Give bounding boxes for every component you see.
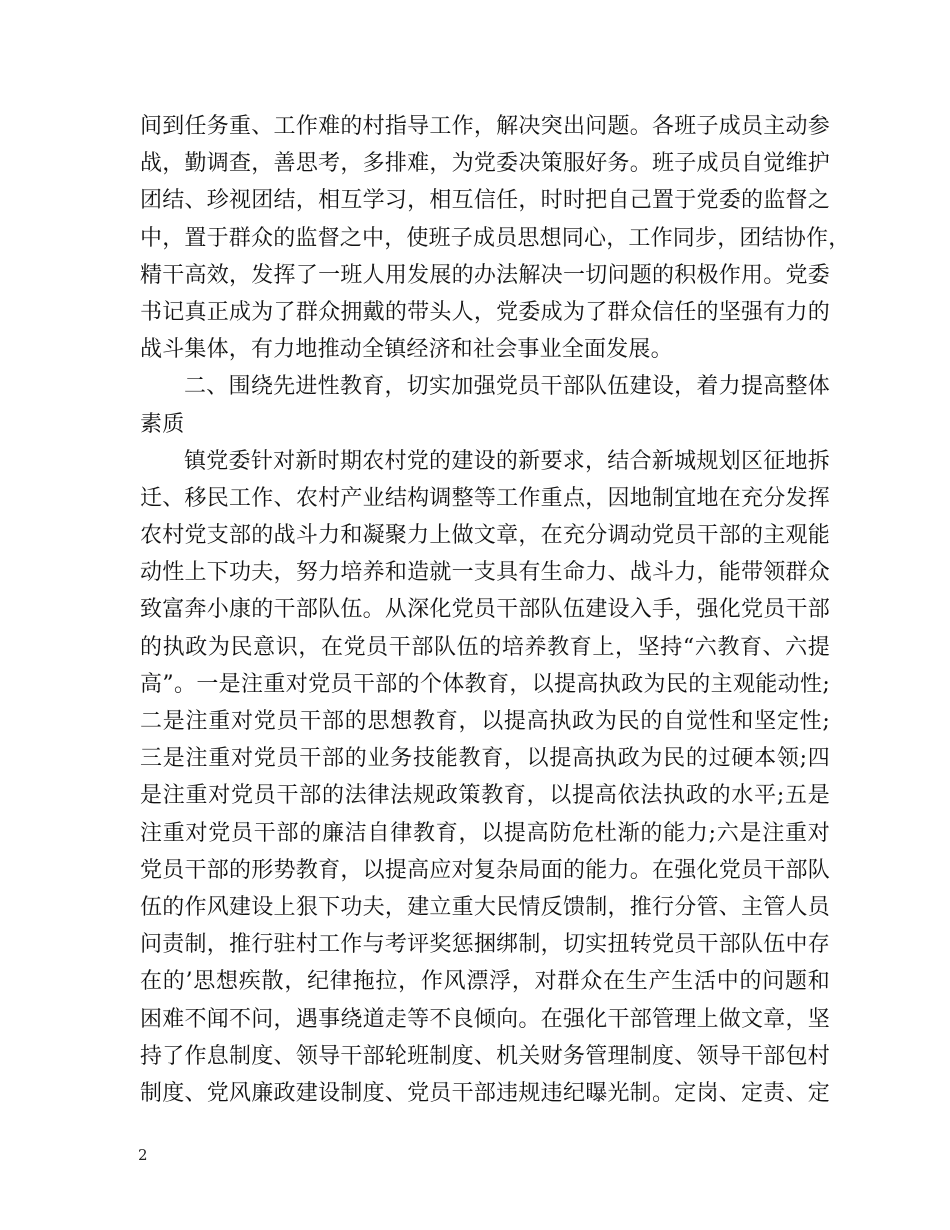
text-line: 致富奔小康的干部队伍。从深化党员干部队伍建设入手，强化党员干部 (140, 597, 830, 623)
text-line: 精干高效，发挥了一班人用发展的办法解决一切问题的积极作用。党委 (140, 262, 830, 288)
text-line: 高”。一是注重对党员干部的个体教育，以提高执政为民的主观能动性; (140, 671, 830, 697)
text-line: 三是注重对党员干部的业务技能教育，以提高执政为民的过硬本领;四 (140, 746, 830, 772)
text-line: 镇党委针对新时期农村党的建设的新要求，结合新城规划区征地拆 (184, 448, 830, 474)
text-line: 制度、党风廉政建设制度、党员干部违规违纪曝光制。定岗、定责、定 (140, 1080, 830, 1106)
text-line: 在的’思想疾散，纪律拖拉，作风漂浮，对群众在生产生活中的问题和 (140, 969, 830, 995)
text-line: 农村党支部的战斗力和凝聚力上做文章，在充分调动党员干部的主观能 (140, 523, 830, 549)
text-line: 战斗集体，有力地推动全镇经济和社会事业全面发展。 (140, 337, 673, 363)
text-line: 素质 (140, 411, 185, 437)
text-line: 动性上下功夫，努力培养和造就一支具有生命力、战斗力，能带领群众 (140, 560, 830, 586)
text-line: 问责制，推行驻村工作与考评奖惩捆绑制，切实扭转党员干部队伍中存 (140, 932, 830, 958)
page-number: 2 (138, 1146, 148, 1164)
text-line: 党员干部的形势教育，以提高应对复杂局面的能力。在强化党员干部队 (140, 857, 830, 883)
text-line: 间到任务重、工作难的村指导工作，解决突出问题。各班子成员主动参 (140, 114, 830, 139)
text-line: 中，置于群众的监督之中，使班子成员思想同心，工作同步，团结协作， (140, 225, 851, 251)
text-line: 二是注重对党员干部的思想教育，以提高执政为民的自觉性和坚定性; (140, 709, 830, 734)
text-line: 持了作息制度、领导干部轮班制度、机关财务管理制度、领导干部包村 (140, 1043, 830, 1069)
text-line: 团结、珍视团结，相互学习，相互信任，时时把自己置于党委的监督之 (140, 188, 830, 214)
text-line: 注重对党员干部的廉洁自律教育，以提高防危杜渐的能力;六是注重对 (140, 820, 830, 846)
text-line: 是注重对党员干部的法律法规政策教育，以提高依法执政的水平;五是 (140, 783, 830, 809)
text-line: 的执政为民意识，在党员干部队伍的培养教育上，坚持“六教育、六提 (140, 634, 830, 660)
text-line: 二、围绕先进性教育，切实加强党员干部队伍建设，着力提高整体 (184, 374, 830, 400)
body-text (140, 108, 851, 1112)
text-line: 困难不闻不问，遇事绕道走等不良倾向。在强化干部管理上做文章，坚 (140, 1006, 830, 1032)
text-line: 书记真正成为了群众拥戴的带头人，党委成为了群众信任的坚强有力的 (140, 299, 830, 325)
text-line: 伍的作风建设上狠下功夫，建立重大民情反馈制，推行分管、主管人员 (140, 894, 830, 920)
text-line: 战，勤调查，善思考，多排难，为党委决策服好务。班子成员自觉维护 (140, 151, 830, 177)
text-line: 迁、移民工作、农村产业结构调整等工作重点，因地制宜地在充分发挥 (140, 485, 830, 511)
